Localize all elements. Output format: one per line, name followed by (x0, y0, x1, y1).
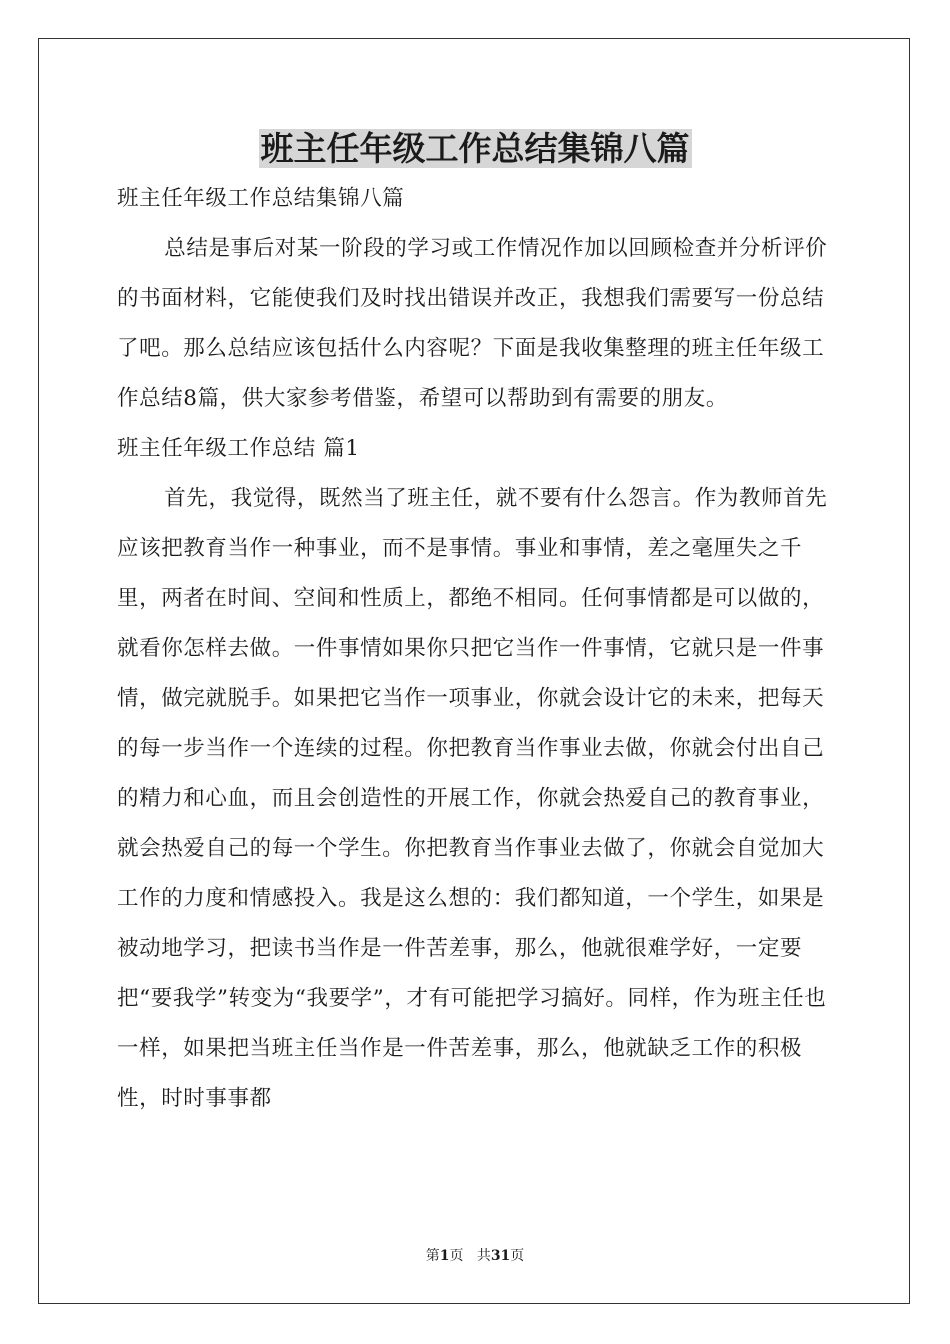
document-subtitle: 班主任年级工作总结集锦八篇 (117, 186, 405, 211)
intro-paragraph: 总结是事后对某一阶段的学习或工作情况作加以回顾检查并分析评价的书面材料，它能使我们及时找出错误并改正，我想我们需要写一份总结了吧。那么总结应该包括什么内容呢？下面是我收集整理的班主任年级工作总结8篇，供大家参考借鉴，希望可以帮助到有需要的朋友。 (117, 236, 828, 411)
section-heading: 班主任年级工作总结 篇1 (117, 436, 360, 461)
total-suffix: 页 (510, 1248, 525, 1264)
page-footer (0, 1246, 950, 1266)
document-body (117, 174, 833, 1124)
page-prefix: 第 (425, 1248, 440, 1264)
page-suffix: 页 (449, 1248, 464, 1264)
page-total: 31 (490, 1248, 511, 1264)
document-title-text: 班主任年级工作总结集锦八篇 (260, 129, 690, 168)
total-prefix: 共 (476, 1248, 491, 1264)
document-title (0, 126, 950, 172)
body-paragraph: 首先，我觉得，既然当了班主任，就不要有什么怨言。作为教师首先应该把教育当作一种事业，而不是事情。事业和事情，差之毫厘失之千里，两者在时间、空间和性质上，都绝不相同。任何事情都是可以做的，就看你怎样去做。一件事情如果你只把它当作一件事情，它就只是一件事情，做完就脱手。如果把它当作一项事业，你就会设计它的未来，把每天的每一步当作一个连续的过程。你把教育当作事业去做，你就会付出自己的精力和心血，而且会创造性的开展工作，你就会热爱自己的教育事业，就会热爱自己的每一个学生。你把教育当作事业去做了，你就会自觉加大工作的力度和情感投入。我是这么想的：我们都知道，一个学生，如果是被动地学习，把读书当作是一件苦差事，那么，他就很难学好，一定要把“要我学”转变为“我要学”，才有可能把学习搞好。同样，作为班主任也一样，如果把当班主任当作是一件苦差事，那么，他就缺乏工作的积极性，时时事事都 (117, 486, 828, 1111)
page-number: 1 (439, 1248, 450, 1264)
